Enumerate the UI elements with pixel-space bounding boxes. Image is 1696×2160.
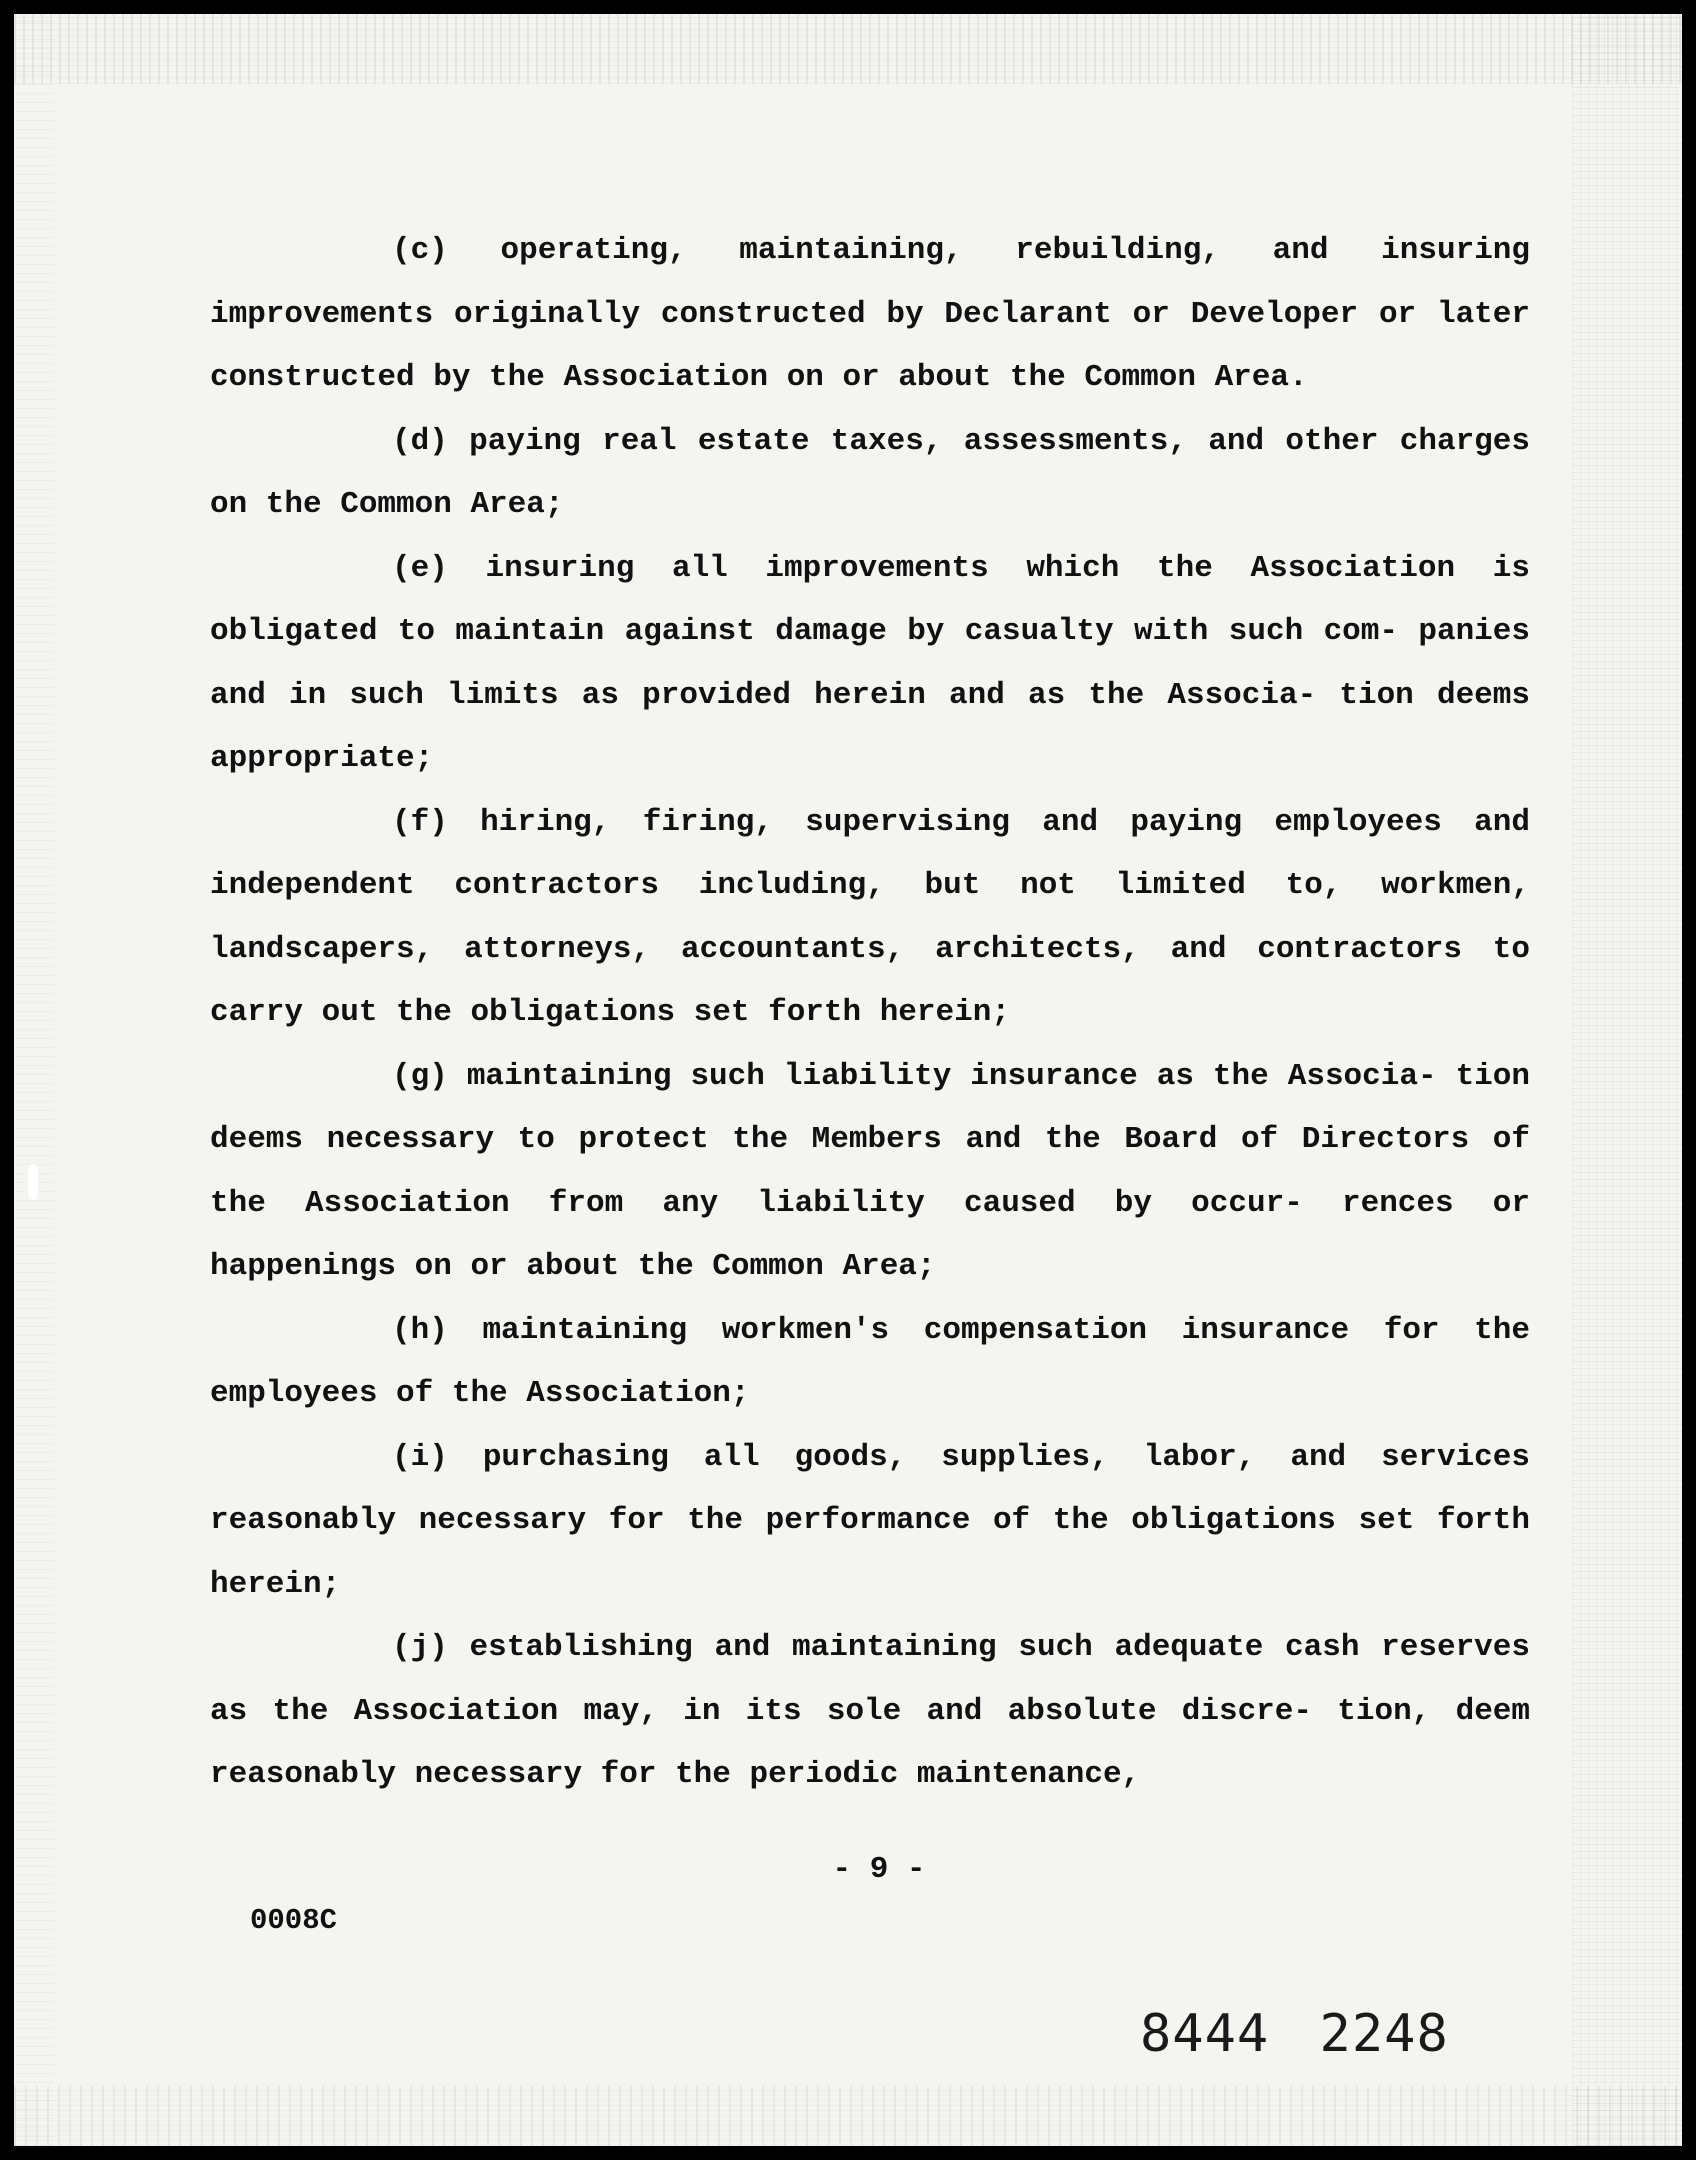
edge-mark: [28, 1164, 38, 1200]
scan-noise-left: [14, 14, 54, 2146]
paragraph-d: (d) paying real estate taxes, assessments, and other charges on the Common Area;: [210, 423, 1530, 522]
paragraph-c: (c) operating, maintaining, rebuilding, and insuring improvements originally constructed by Declarant or Developer or later constructed by the Association on or about the Common Area.: [210, 233, 1530, 395]
scan-noise-right: [1572, 14, 1682, 2146]
paragraph-e: (e) insuring all improvements which the Association is obligated to maintain against damage by casualty with such com- panies and in such limits as provided herein and as the Associa- tion deems appropriate;: [210, 550, 1530, 776]
document-page: [14, 14, 1682, 2146]
scan-noise-top: [14, 14, 1682, 84]
paragraph-j: (j) establishing and maintaining such adequate cash reserves as the Association may, in its sole and absolute discre- tion, deem reasonably necessary for the periodic maintenance,: [210, 1630, 1530, 1792]
paragraph-g: (g) maintaining such liability insurance as the Associa- tion deems necessary to protect the Members and the Board of Directors of the Association from any liability caused by occur- rences or happenings on or about the Common Area;: [210, 1058, 1530, 1284]
paragraph-f: (f) hiring, firing, supervising and paying employees and independent contractors including, but not limited to, workmen, landscapers, attorneys, accountants, architects, and contractors to carry out the obligations set forth herein;: [210, 804, 1530, 1030]
scan-noise-bottom: [14, 2086, 1682, 2146]
page-number: - 9 -: [832, 1852, 926, 1887]
paragraph-i: (i) purchasing all goods, supplies, labor, and services reasonably necessary for the performance of the obligations set forth herein;: [210, 1439, 1530, 1602]
document-body: [210, 219, 1530, 1807]
document-code: 0008C: [250, 1904, 338, 1937]
stamp-number: 8444 2248: [1140, 2004, 1449, 2064]
paragraph-h: (h) maintaining workmen's compensation insurance for the employees of the Association;: [210, 1312, 1530, 1411]
